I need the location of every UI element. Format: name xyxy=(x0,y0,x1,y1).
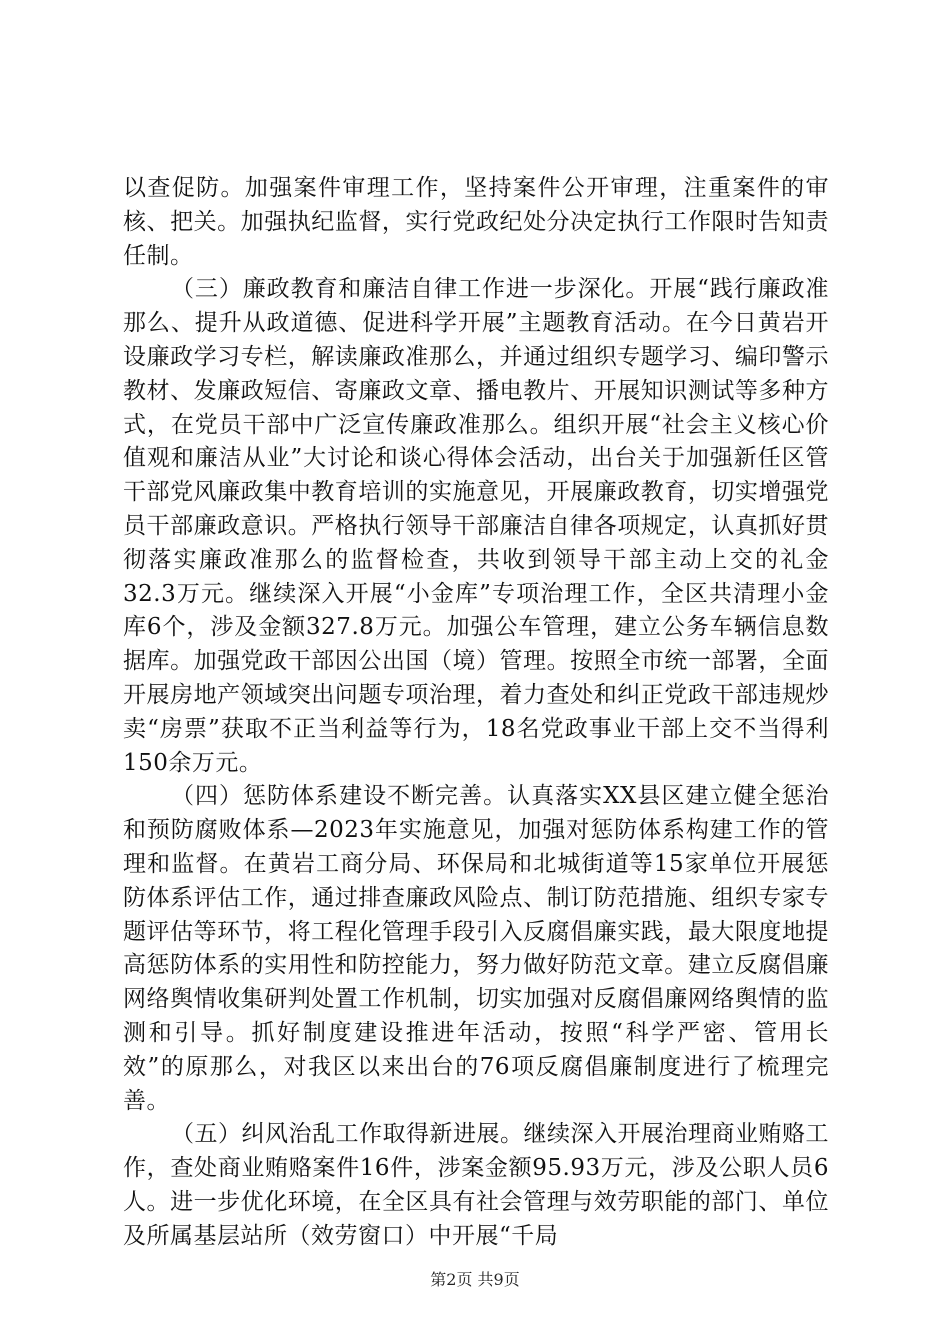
paragraph-section-4: （四）惩防体系建设不断完善。认真落实XX县区建立健全惩治和预防腐败体系—2023年实施意见，加强对惩防体系构建工作的管理和监督。在黄岩工商分局、环保局和北城街道等15家单位开展惩防体系评估工作，通过排查廉政风险点、制订防范措施、组织专家专题评估等环节，将工程化管理手段引入反腐倡廉实践，最大限度地提高惩防体系的实用性和防控能力，努力做好防范文章。建立反腐倡廉网络舆情收集研判处置工作机制，切实加强对反腐倡廉网络舆情的监测和引导。抓好制度建设推进年活动，按照“科学严密、管用长效”的原那么，对我区以来出台的76项反腐倡廉制度进行了梳理完善。 xyxy=(123,783,829,1114)
paragraph-continuation: 以查促防。加强案件审理工作，坚持案件公开审理，注重案件的审核、把关。加强执纪监督，实行党政纪处分决定执行工作限时告知责任制。 xyxy=(123,175,829,269)
paragraph-section-5: （五）纠风治乱工作取得新进展。继续深入开展治理商业贿赂工作，查处商业贿赂案件16件，涉案金额95.93万元，涉及公职人员6人。进一步优化环境，在全区具有社会管理与效劳职能的部门、单位及所属基层站所（效劳窗口）中开展“千局 xyxy=(123,1121,829,1249)
page-number-footer: 第2页 共9页 xyxy=(430,1270,520,1289)
paragraph-section-3: （三）廉政教育和廉洁自律工作进一步深化。开展“践行廉政准那么、提升从政道德、促进科学开展”主题教育活动。在今日黄岩开设廉政学习专栏，解读廉政准那么，并通过组织专题学习、编印警示教材、发廉政短信、寄廉政文章、播电教片、开展知识测试等多种方式，在党员干部中广泛宣传廉政准那么。组织开展“社会主义核心价值观和廉洁从业”大讨论和谈心得体会活动，出台关于加强新任区管干部党风廉政集中教育培训的实施意见，开展廉政教育，切实增强党员干部廉政意识。严格执行领导干部廉洁自律各项规定，认真抓好贯彻落实廉政准那么的监督检查，共收到领导干部主动上交的礼金32.3万元。继续深入开展“小金库”专项治理工作，全区共清理小金库6个，涉及金额327.8万元。加强公车管理，建立公务车辆信息数据库。加强党政干部因公出国（境）管理。按照全市统一部署，全面开展房地产领域突出问题专项治理，着力查处和纠正党政干部违规炒卖“房票”获取不正当利益等行为，18名党政事业干部上交不当得利150余万元。 xyxy=(123,276,829,776)
document-body xyxy=(123,172,829,1254)
